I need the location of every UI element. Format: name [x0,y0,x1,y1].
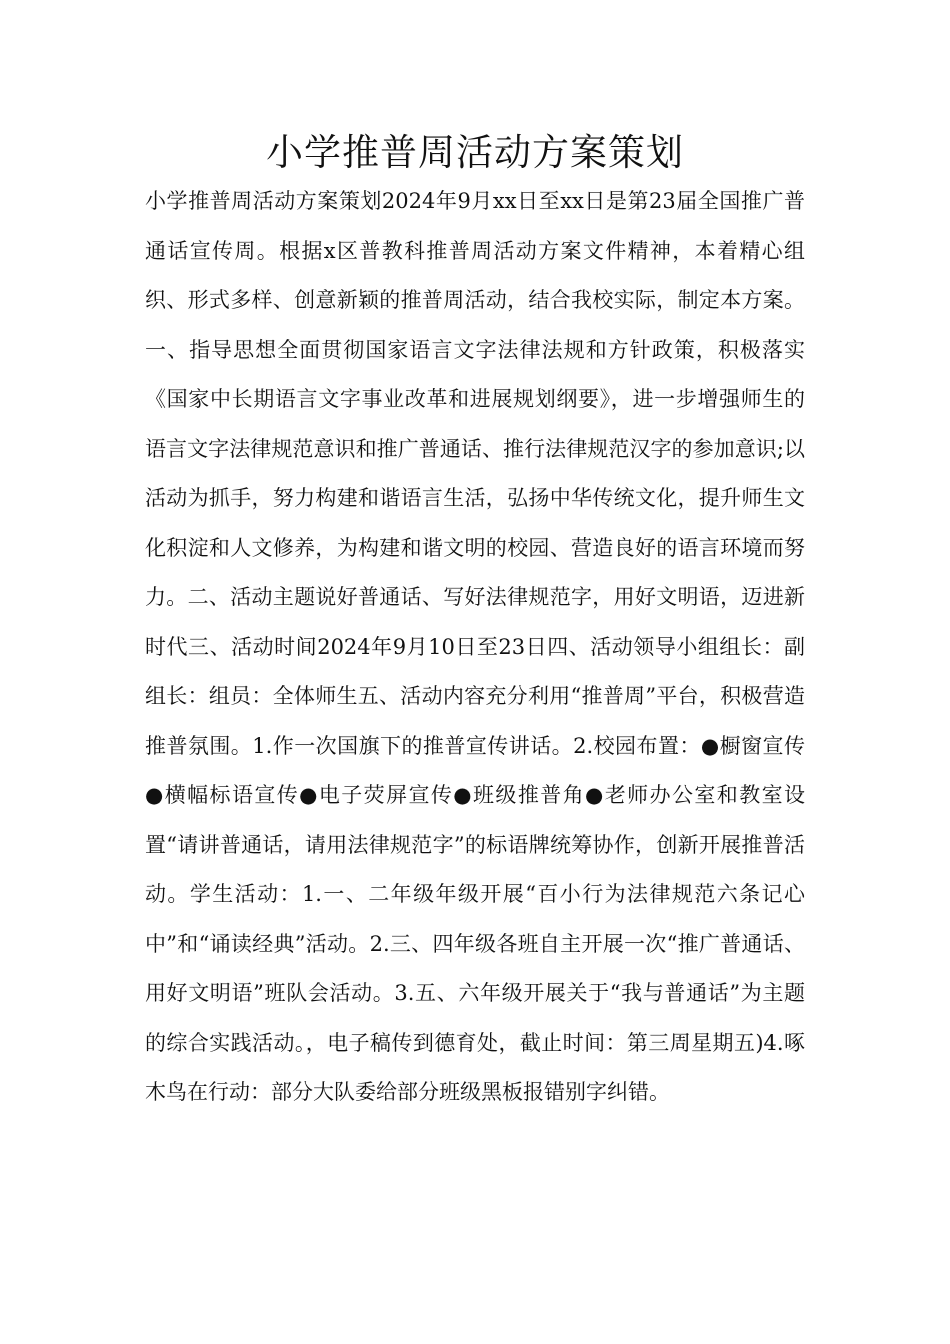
document-body-paragraph: 小学推普周活动方案策划2024年9月xx日至xx日是第23届全国推广普通话宣传周。根据x区普教科推普周活动方案文件精神，本着精心组织、形式多样、创意新颖的推普周活动，结合我校实际，制定本方案。一、指导思想全面贯彻国家语言文字法律法规和方针政策，积极落实《国家中长期语言文字事业改革和进展规划纲要》，进一步增强师生的语言文字法律规范意识和推广普通话、推行法律规范汉字的参加意识;以活动为抓手，努力构建和谐语言生活，弘扬中华传统文化，提升师生文化积淀和人文修养，为构建和谐文明的校园、营造良好的语言环境而努力。二、活动主题说好普通话、写好法律规范字，用好文明语，迈进新时代三、活动时间2024年9月10日至23日四、活动领导小组组长：副组长：组员：全体师生五、活动内容充分利用“推普周”平台，积极营造推普氛围。1.作一次国旗下的推普宣传讲话。2.校园布置：●橱窗宣传●横幅标语宣传●电子荧屏宣传●班级推普角●老师办公室和教室设置“请讲普通话，请用法律规范字”的标语牌统筹协作，创新开展推普活动。学生活动：1.一、二年级年级开展“百小行为法律规范六条记心中”和“诵读经典”活动。2.三、四年级各班自主开展一次“推广普通话、用好文明语”班队会活动。3.五、六年级开展关于“我与普通话”为主题的综合实践活动。，电子稿传到德育处，截止时间：第三周星期五)4.啄木鸟在行动：部分大队委给部分班级黑板报错别字纠错。 [145,189,805,1104]
document-title: 小学推普周活动方案策划 [266,131,684,174]
